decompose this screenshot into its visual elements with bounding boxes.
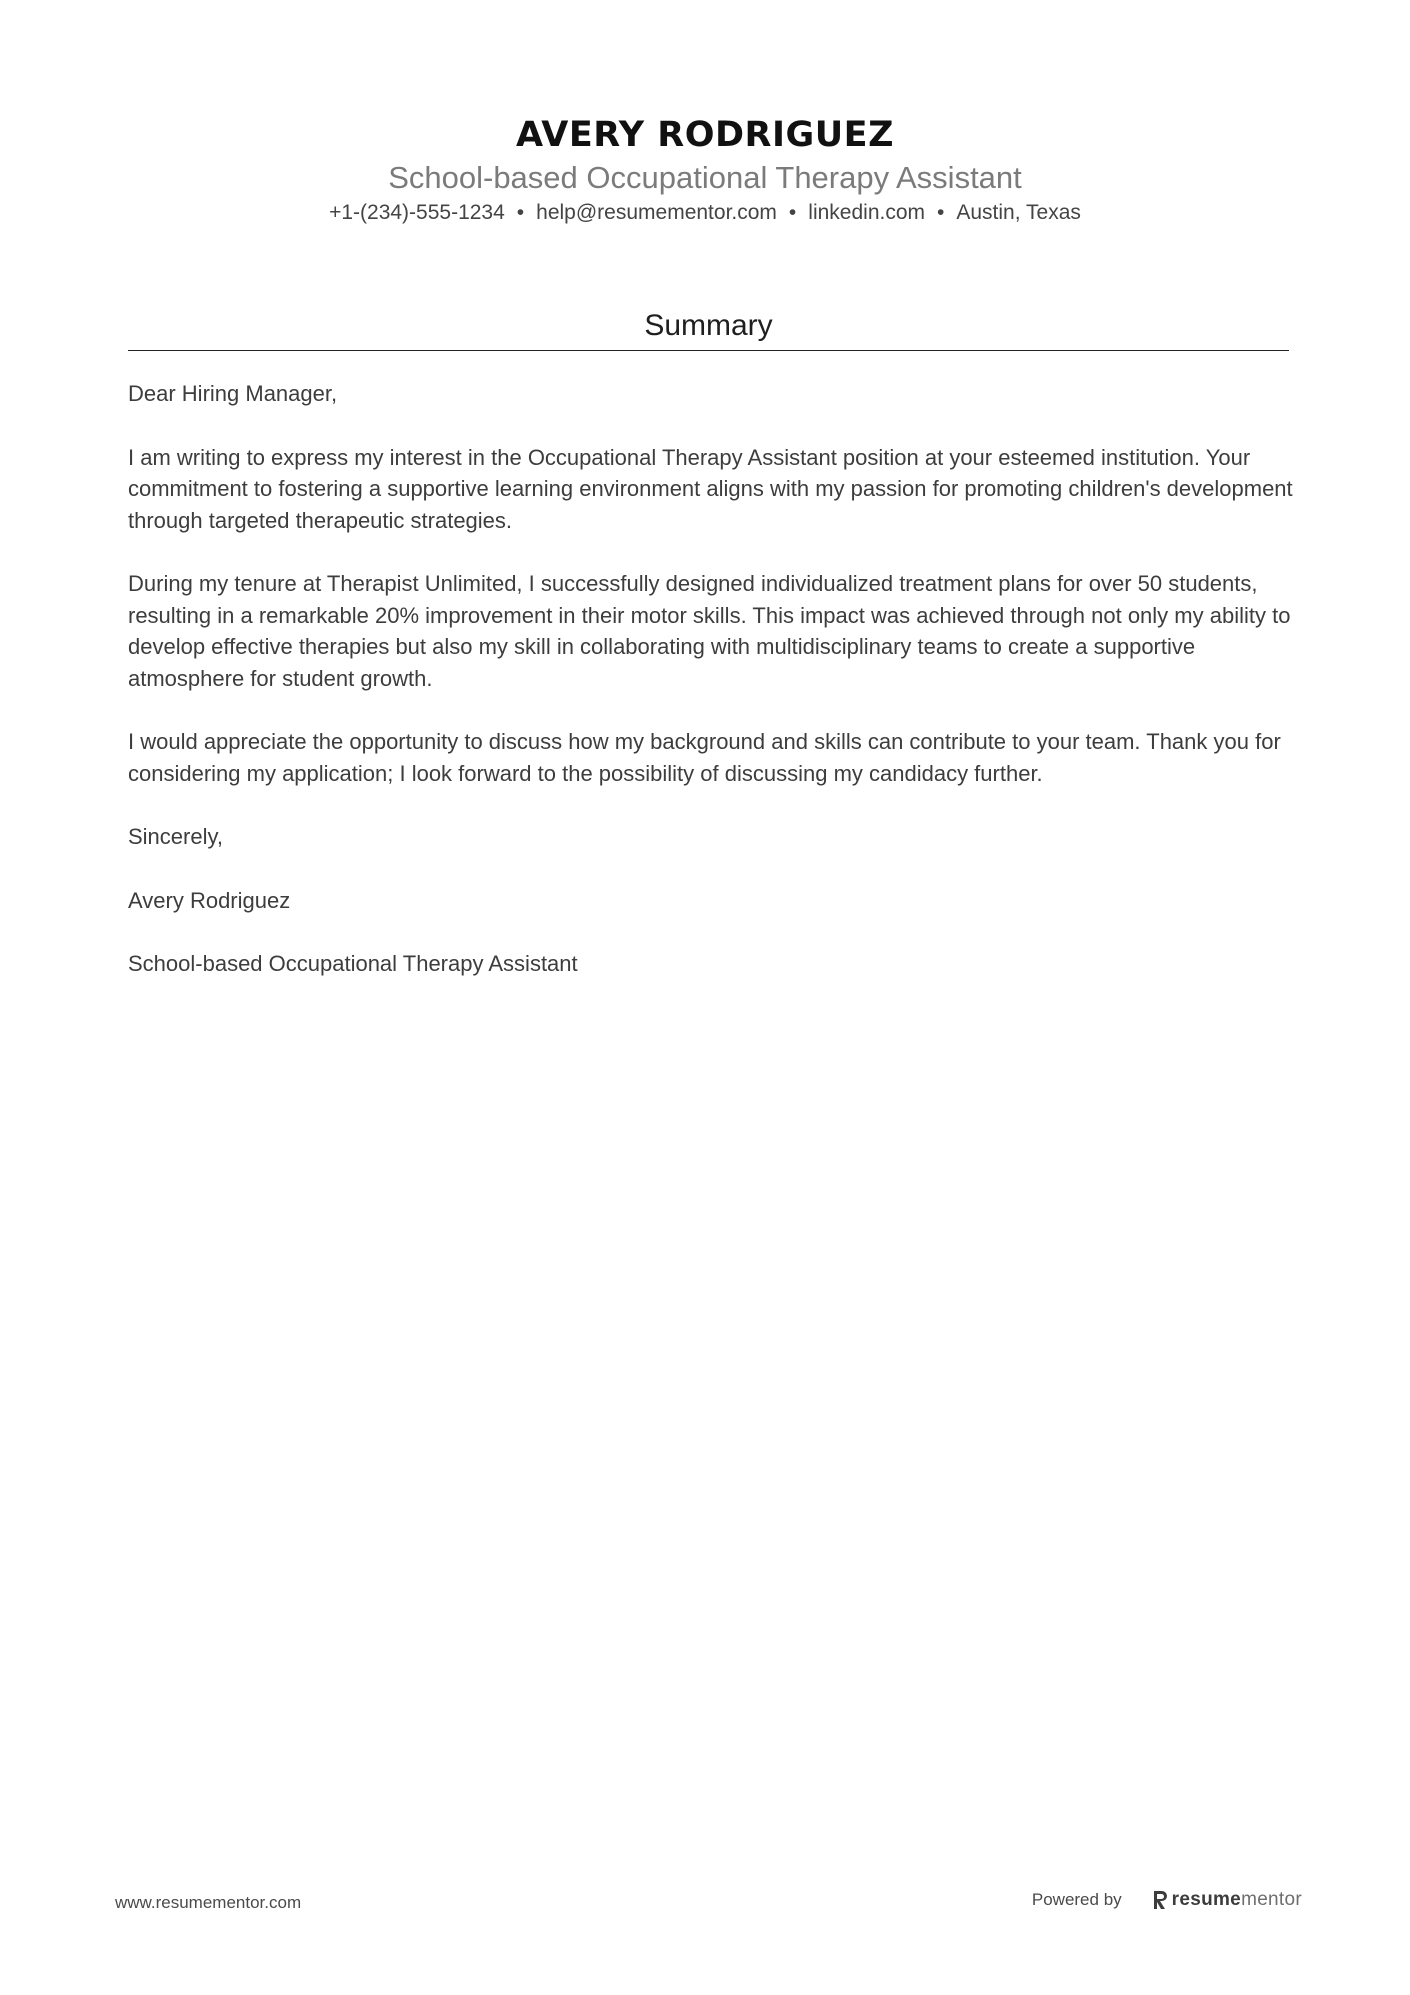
signature-title: School-based Occupational Therapy Assistant [128,951,578,976]
contact-location: Austin, Texas [956,201,1081,224]
contact-separator: • [937,201,945,224]
salutation: Dear Hiring Manager, [128,381,338,406]
section-divider [128,350,1289,351]
header [0,112,1410,228]
contact-separator: • [516,201,525,224]
candidate-title: School-based Occupational Therapy Assistant [388,160,1022,195]
closing: Sincerely, [128,824,223,849]
letter-paragraph: During my tenure at Therapist Unlimited, I successfully designed individualized treatment plans for over 50 students, resulting in a remarkable 20% improvement in their motor skills. This impact was achieved through not only my ability to develop effective therapies but also my skill in collaborating with multidisciplinary teams to create a supportive atmosphere for student growth. [128,571,1291,691]
brand-name-bold: resume [1171,1889,1242,1910]
section-heading-summary: Summary [644,309,773,342]
contact-email: help@resumementor.com [536,201,777,224]
letter-body [128,378,1293,1012]
powered-by-label: Powered by [1031,1890,1122,1909]
contact-linkedin: linkedin.com [808,201,926,224]
contact-phone: +1-(234)-555-1234 [329,201,505,224]
candidate-name: AVERY RODRIGUEZ [516,115,894,155]
signature-name: Avery Rodriguez [128,887,291,913]
footer-website: www.resumementor.com [115,1893,302,1912]
contact-separator: • [788,201,797,224]
footer-branding [1032,1888,1302,1912]
contact-line [0,198,1410,228]
brand-name-light: mentor [1241,1889,1302,1910]
brand-logo [1152,1888,1302,1912]
letter-paragraph: I would appreciate the opportunity to discuss how my background and skills can contribute to your team. Thank you for considering my application; I look forward to the possibility of discussing my candidacy further. [128,729,1281,786]
resumementor-logo-icon [1152,1890,1168,1910]
letter-paragraph: I am writing to express my interest in the Occupational Therapy Assistant position at your esteemed institution. Your commitment to fostering a supportive learning environment aligns with my passion for promoting children's development through targeted therapeutic strategies. [128,444,1293,533]
